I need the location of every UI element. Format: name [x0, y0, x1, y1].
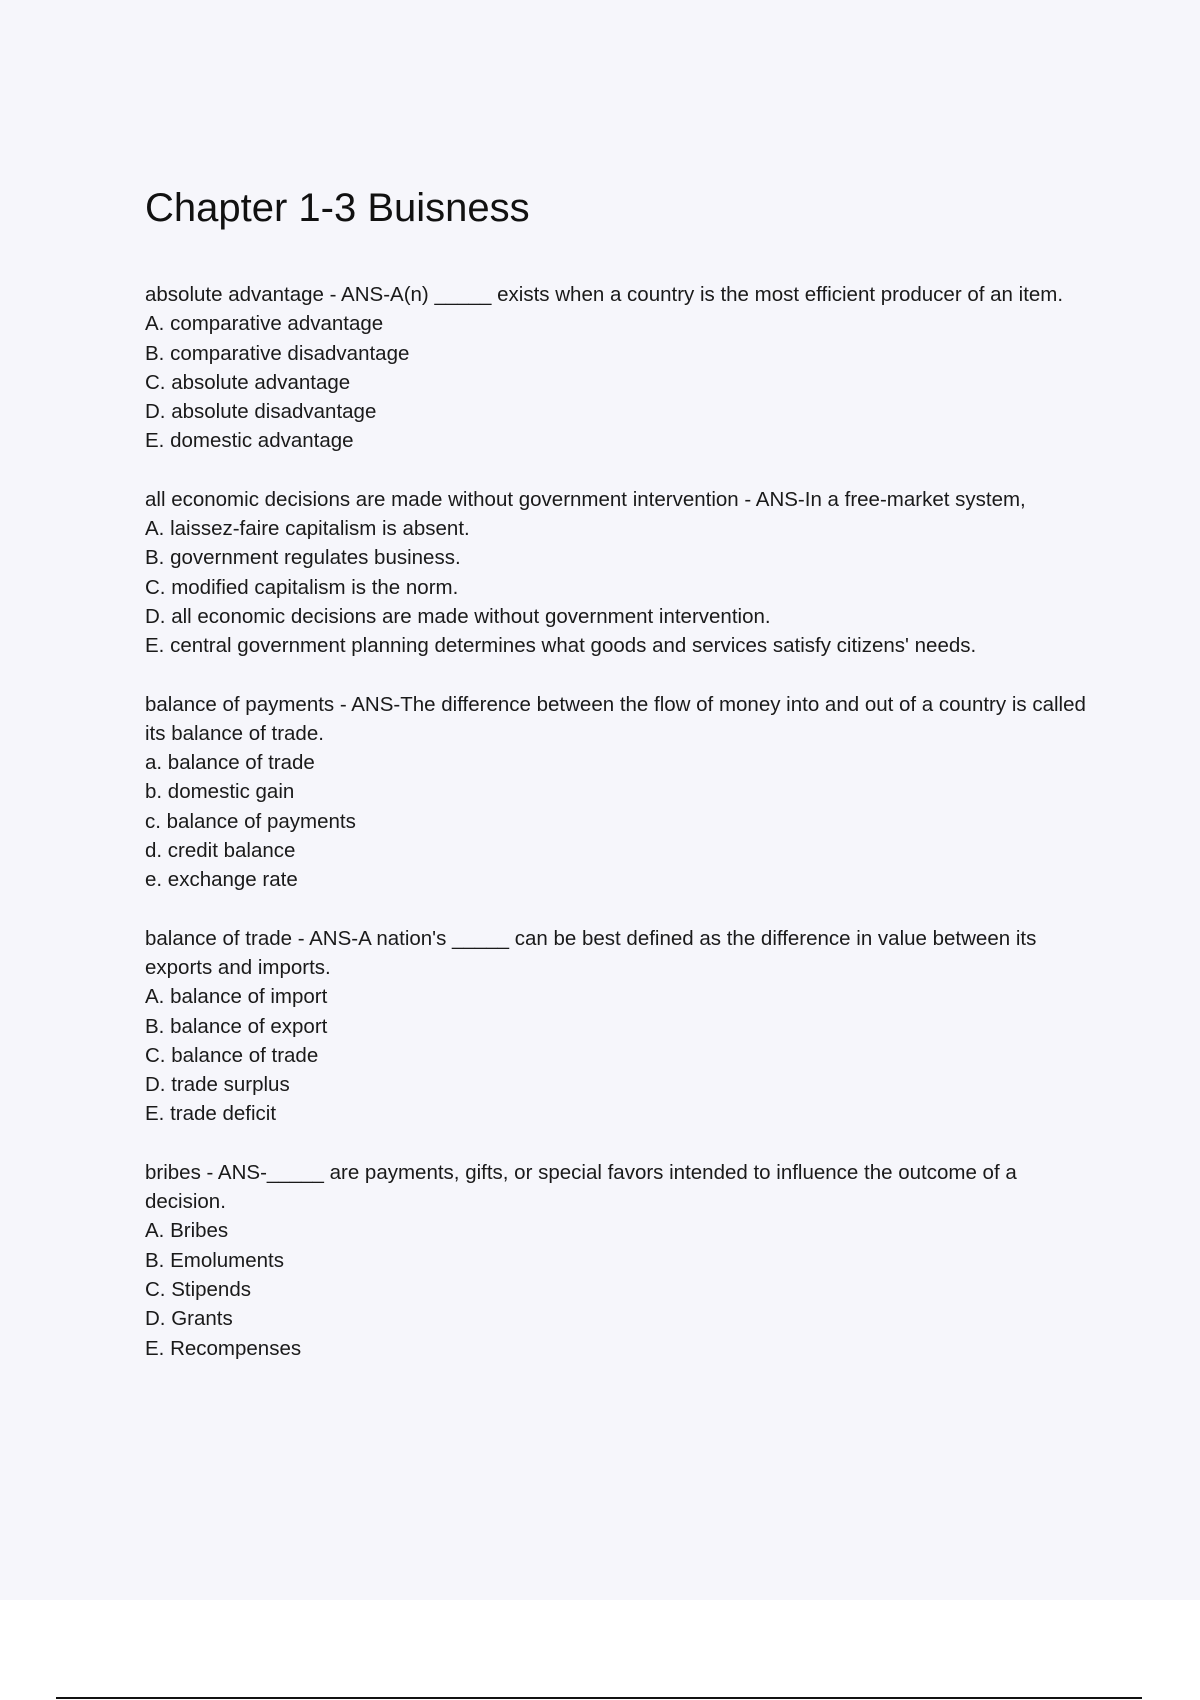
question-block — [145, 280, 1095, 456]
question-prompt: balance of payments - ANS-The difference between the flow of money into and out of a country is called its balance of trade. — [145, 692, 1086, 745]
answer-option: b. domestic gain — [145, 780, 295, 804]
answer-option: e. exchange rate — [145, 868, 298, 892]
answer-option: C. Stipends — [145, 1277, 251, 1301]
answer-option: D. absolute disadvantage — [145, 400, 377, 424]
answer-option: B. balance of export — [145, 1014, 328, 1038]
question-block — [145, 1158, 1095, 1363]
answer-option: A. Bribes — [145, 1219, 229, 1243]
answer-option: D. Grants — [145, 1307, 233, 1331]
answer-option: c. balance of payments — [145, 809, 356, 833]
question-block — [145, 690, 1095, 895]
question-prompt: bribes - ANS-_____ are payments, gifts, or special favors intended to influence the outcome of a decision. — [145, 1160, 1017, 1214]
question-prompt: absolute advantage - ANS-A(n) _____ exists when a country is the most efficient producer of an item. — [145, 283, 1064, 306]
answer-option: C. balance of trade — [145, 1043, 319, 1067]
question-prompt: balance of trade - ANS-A nation's _____ can be best defined as the difference in value between its exports and imports. — [145, 926, 1037, 979]
answer-option: A. balance of import — [145, 985, 328, 1009]
answer-option: E. Recompenses — [145, 1336, 302, 1360]
answer-option: B. government regulates business. — [145, 546, 461, 570]
answer-option: A. comparative advantage — [145, 312, 384, 336]
question-block — [145, 924, 1095, 1129]
answer-option: E. trade deficit — [145, 1102, 277, 1126]
answer-option: C. modified capitalism is the norm. — [145, 575, 459, 599]
answer-option: d. credit balance — [145, 839, 296, 863]
question-prompt: all economic decisions are made without government intervention - ANS-In a free-market system, — [145, 487, 1026, 511]
answer-option: A. laissez-faire capitalism is absent. — [145, 517, 470, 541]
page-title: Chapter 1-3 Buisness — [145, 186, 530, 230]
document-content — [145, 180, 1095, 1392]
answer-option: D. all economic decisions are made without government intervention. — [145, 604, 771, 628]
answer-option: B. Emoluments — [145, 1248, 284, 1272]
answer-option: E. central government planning determines what goods and services satisfy citizens' needs. — [145, 634, 977, 658]
page-footer-rule — [56, 1697, 1142, 1699]
question-block — [145, 485, 1095, 661]
answer-option: a. balance of trade — [145, 751, 315, 775]
answer-option: B. comparative disadvantage — [145, 341, 410, 365]
answer-option: D. trade surplus — [145, 1073, 290, 1097]
answer-option: C. absolute advantage — [145, 370, 351, 394]
answer-option: E. domestic advantage — [145, 429, 354, 453]
